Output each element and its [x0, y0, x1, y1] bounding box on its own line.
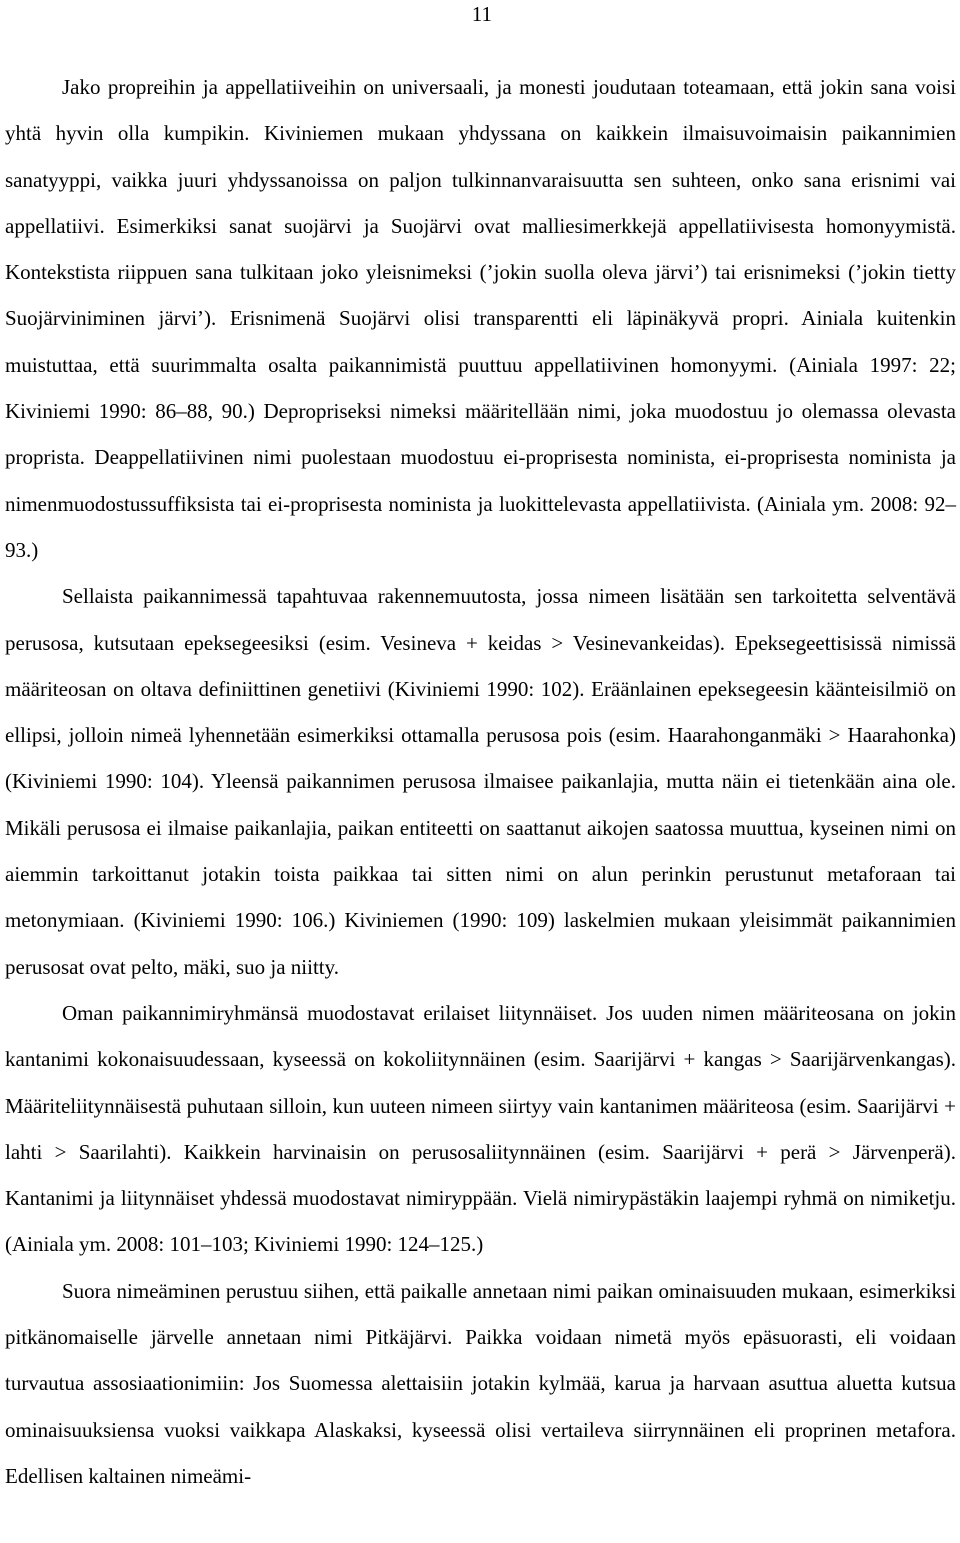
paragraph-4: Suora nimeäminen perustuu siihen, että paikalle annetaan nimi paikan ominaisuuden mukaan, esimerkiksi pitkänomaiselle järvelle annetaan nimi Pitkäjärvi. Paikka voidaan nimetä myös epäsuorasti, eli voidaan turvautua assosiaationimiin: Jos Suomessa alettaisiin jotakin kylmää, karua ja harvaan asuttua aluetta kutsua ominaisuuksiensa vuoksi vaikkapa Alaskaksi, kyseessä olisi vertaileva siirrynnäinen eli proprinen metafora. Edellisen kaltainen nimeämi- [5, 1278, 956, 1488]
page-number: 11 [471, 2, 492, 26]
paragraph-2: Sellaista paikannimessä tapahtuvaa rakennemuutosta, jossa nimeen lisätään sen tarkoitetta selventävä perusosa, kutsutaan epeksegeesiksi (esim. Vesineva + keidas > Vesinevankeidas). Epeksegeettisissä nimissä määriteosan on oltava definiittinen genetiivi (Kiviniemi 1990: 102). Eräänlainen epeksegeesin käänteisilmiö on ellipsi, jolloin nimeä lyhennetään esimerkiksi ottamalla perusosa pois (esim. Haarahonganmäki > Haarahonka) (Kiviniemi 1990: 104). Yleensä paikannimen perusosa ilmaisee paikanlajia, mutta näin ei tietenkään aina ole. Mikäli perusosa ei ilmaise paikanlajia, paikan entiteetti on saattanut aikojen saatossa muuttua, kyseinen nimi on aiemmin tarkoittanut jotakin toista paikkaa tai sitten nimi on alun perinkin perustunut metaforaan tai metonymiaan. (Kiviniemi 1990: 106.) Kiviniemen (1990: 109) laskelmien mukaan yleisimmät paikannimien perusosat ovat pelto, mäki, suo ja niitty. [5, 584, 956, 979]
paragraph-3: Oman paikannimiryhmänsä muodostavat erilaiset liitynnäiset. Jos uuden nimen määriteosana on jokin kantanimi kokonaisuudessaan, kyseessä on kokoliitynnäinen (esim. Saarijärvi + kangas > Saarijärvenkangas). Määriteliitynnäisestä puhutaan silloin, kun uuteen nimeen siirtyy vain kantanimen määriteosa (esim. Saarijärvi + lahti > Saarilahti). Kaikkein harvinaisin on perusosaliitynnäinen (esim. Saarijärvi + perä > Järvenperä). Kantanimi ja liitynnäiset yhdessä muodostavat nimiryppään. Vielä nimirypästäkin laajempi ryhmä on nimiketju. (Ainiala ym. 2008: 101–103; Kiviniemi 1990: 124–125.) [5, 1000, 956, 1257]
paragraph-1: Jako propreihin ja appellatiiveihin on universaali, ja monesti joudutaan toteamaan, että jokin sana voisi yhtä hyvin olla kumpikin. Kiviniemen mukaan yhdyssana on kaikkein ilmaisuvoimaisin paikannimien sanatyyppi, vaikka juuri yhdyssanoissa on paljon tulkinnanvaraisuutta sen suhteen, onko sana erisnimi vai appellatiivi. Esimerkiksi sanat suojärvi ja Suojärvi ovat malliesimerkkejä appellatiivisesta homonyymistä. Kontekstista riippuen sana tulkitaan joko yleisnimeksi (’jokin suolla oleva järvi’) tai erisnimeksi (’jokin tietty Suojärviniminen järvi’). Erisnimenä Suojärvi olisi transparentti eli läpinäkyvä propri. Ainiala kuitenkin muistuttaa, että suurimmalta osalta paikannimistä puuttuu appellatiivinen homonyymi. (Ainiala 1997: 22; Kiviniemi 1990: 86–88, 90.) Depropriseksi nimeksi määritellään nimi, joka muodostuu jo olemassa olevasta proprista. Deappellatiivinen nimi puolestaan muodostuu ei-proprisesta nominista, ei-proprisesta nominista ja nimenmuodostussuffiksista tai ei-proprisesta nominista ja luokittelevasta appellatiivista. (Ainiala ym. 2008: 92–93.) [5, 75, 956, 562]
